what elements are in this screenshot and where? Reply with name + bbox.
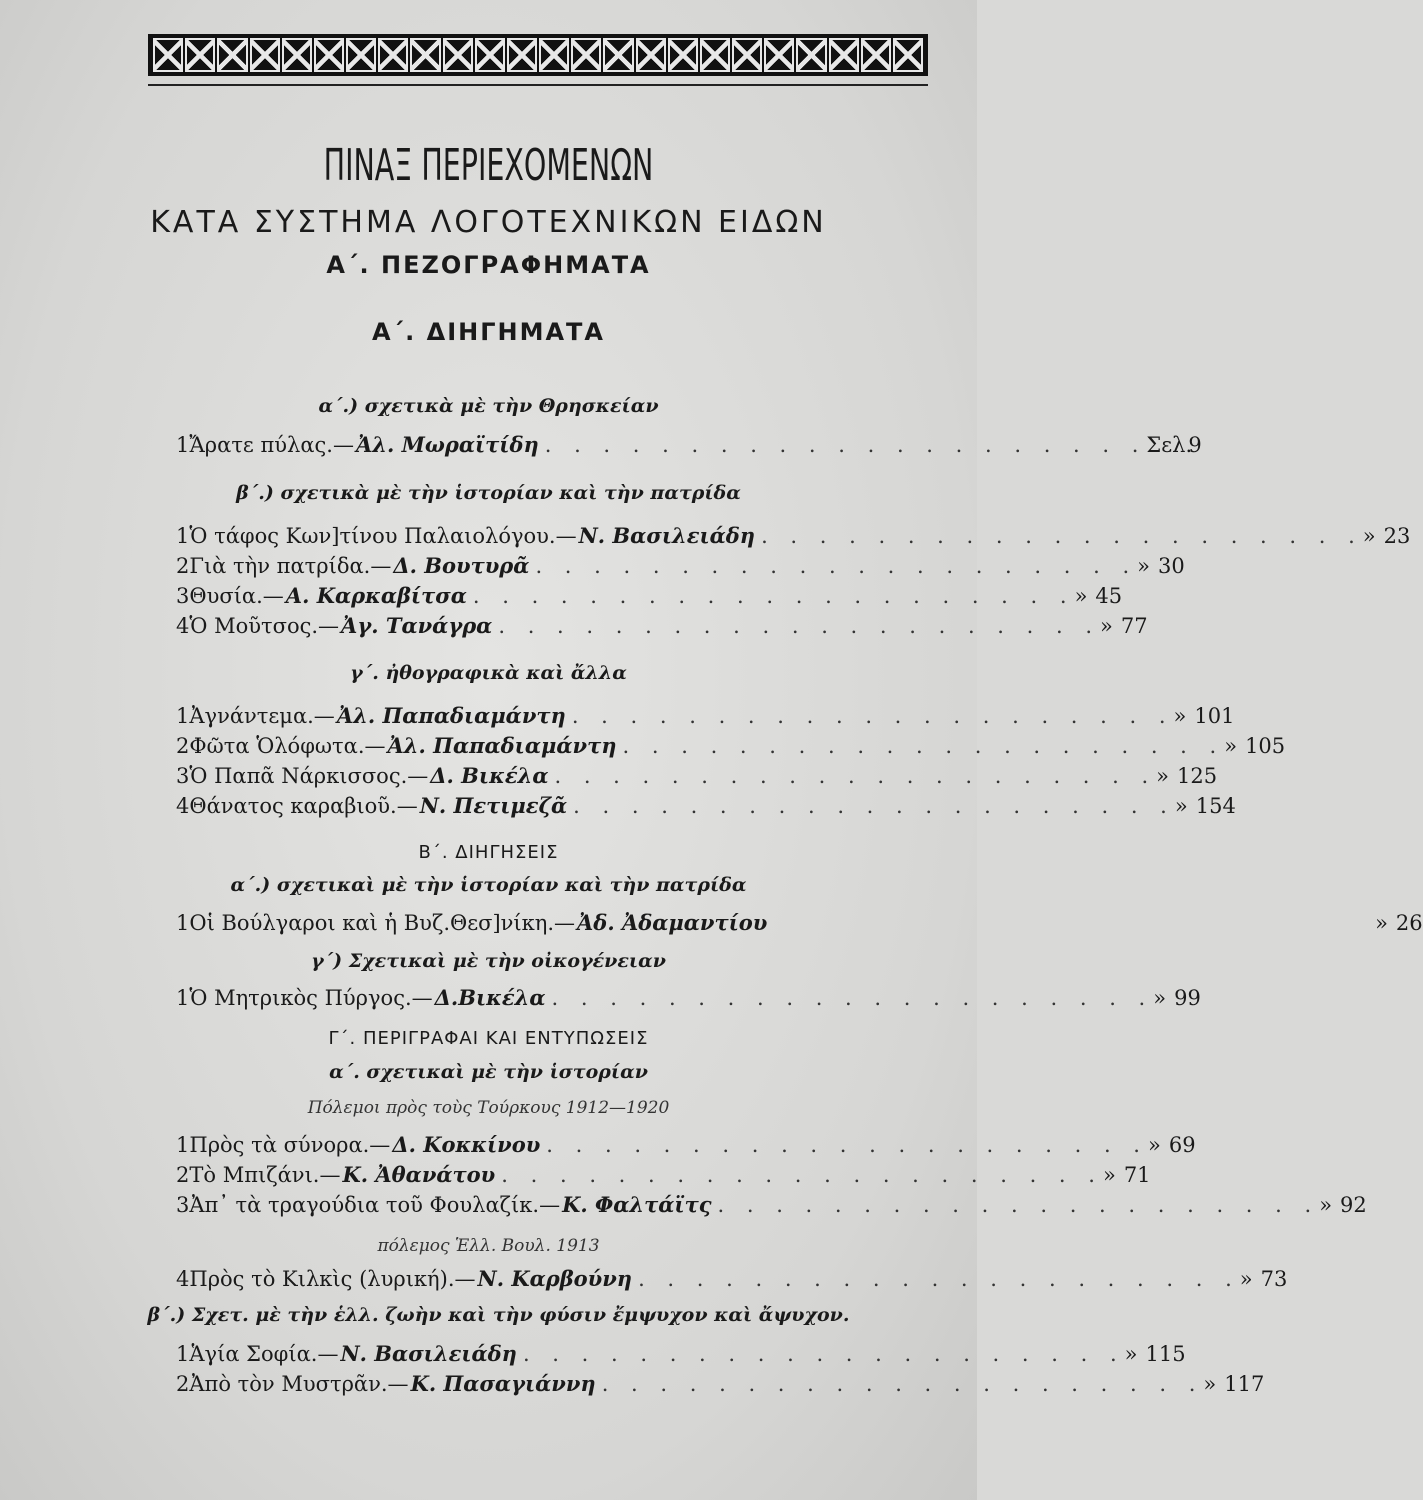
ornament-cell (732, 38, 762, 72)
entry-number: 4 (176, 794, 190, 818)
ornament-cell (893, 38, 923, 72)
entry-title: Ὁ Μοῦτσος.— (189, 614, 340, 638)
group-heading: α΄.) σχετικαὶ μὲ τὴν ἱστορίαν καὶ τὴν πατρίδα (230, 874, 747, 896)
entry-author: Δ. Κοκκίνου (392, 1132, 541, 1157)
ornament-cell (861, 38, 891, 72)
entry-ref: » (1173, 704, 1187, 728)
entry-page: 105 (1245, 734, 1286, 758)
entry-page: 154 (1195, 794, 1236, 818)
entry-author: Δ.Βικέλα (434, 985, 546, 1010)
header-rule (148, 84, 928, 86)
leader-dots: . . . . . . . . . . . . . . . . . . . . . (571, 704, 1174, 728)
entry-number: 2 (176, 554, 190, 578)
entry-number: 2 (176, 734, 190, 758)
entry-title: Τὸ Μπιζάνι.— (189, 1163, 341, 1187)
entry-page: 101 (1194, 704, 1235, 728)
leader-dots: . . . . . . . . . . . . . . . . . . . . . (501, 1163, 1103, 1187)
toc-entry[interactable] (176, 1162, 1151, 1192)
entry-number: 3 (176, 584, 190, 608)
entry-page: 92 (1340, 1193, 1367, 1217)
entry-ref: » (1100, 614, 1113, 638)
entry-author: Ἀλ. Παπαδιαμάντη (336, 703, 566, 728)
entry-author: Ἀγ. Τανάγρα (341, 613, 493, 638)
entry-title: Θυσία.— (189, 584, 284, 608)
entry-title: Θάνατος καραβιοῦ.— (189, 794, 418, 818)
part-heading: Α΄. ΠΕΖΟΓΡΑΦΗΜΑΤΑ (326, 251, 651, 279)
toc-entry[interactable] (176, 910, 1423, 940)
leader-dots: . . . . . . . . . . . . . . . . . . . . . (535, 554, 1138, 578)
leader-dots: . . . . . . . . . . . . . . . . . . . . . (544, 433, 1147, 457)
entry-title: Οἱ Βούλγαροι καὶ ἡ Βυζ.Θεσ]νίκη.— (189, 911, 576, 935)
leader-dots: . . . . . . . . . . . . . . . . . . . . . (522, 1342, 1125, 1366)
entry-title: Γιὰ τὴν πατρίδα.— (189, 554, 392, 578)
decorative-border-band (148, 34, 928, 76)
entry-ref: » (1147, 1133, 1161, 1157)
group-heading: γ΄. ἠθογραφικὰ καὶ ἄλλα (350, 662, 627, 684)
entry-page: 73 (1260, 1267, 1288, 1291)
toc-entry[interactable] (176, 733, 1286, 763)
ornament-cell (346, 38, 376, 72)
leader-dots: . . . . . . . . . . . . . . . . . . . . . (472, 584, 1075, 608)
entry-number: 4 (176, 614, 190, 638)
leader-dots: . . . . . . . . . . . . . . . . . . . . . (717, 1193, 1320, 1217)
toc-entry[interactable] (176, 763, 1218, 793)
toc-entry[interactable] (176, 613, 1148, 643)
entry-page: 45 (1095, 584, 1123, 608)
ornament-cell (250, 38, 280, 72)
toc-entry[interactable] (176, 1266, 1288, 1296)
entry-number: 3 (176, 764, 190, 788)
leader-dots: . . . . . . . . . . . . . . . . . . . . . (554, 764, 1157, 788)
entry-title: Πρὸς τὰ σύνορα.— (189, 1133, 391, 1157)
entry-author: Ν. Βασιλειάδη (578, 523, 756, 548)
entry-title: Ἀπ᾿ τὰ τραγούδια τοῦ Φουλαζίκ.— (189, 1193, 561, 1217)
ornament-cell (636, 38, 666, 72)
entry-author: Ἀλ. Παπαδιαμάντη (387, 733, 617, 758)
entry-title: Ἁγία Σοφία.— (189, 1342, 339, 1366)
toc-entry[interactable] (176, 1371, 1265, 1401)
entry-author: Ν. Καρβούνη (477, 1266, 633, 1291)
entry-author: Ἀλ. Μωραϊτίδη (355, 432, 539, 457)
entry-page: 77 (1120, 614, 1148, 638)
entry-ref: » (1319, 1193, 1333, 1217)
entry-number: 4 (176, 1267, 190, 1291)
entry-number: 1 (176, 1342, 190, 1366)
ornament-cell (829, 38, 859, 72)
page-title: ΠΙΝΑΞ ΠΕΡΙΕΧΟΜΕΝΩΝ (323, 140, 654, 191)
entry-ref: » (1362, 524, 1376, 548)
leader-dots: . . . . . . . . . . . . . . . . . . . . . (601, 1372, 1204, 1396)
entry-number: 1 (176, 433, 190, 457)
entry-ref: » (1124, 1342, 1138, 1366)
entry-number: 1 (176, 1133, 190, 1157)
entry-page: 125 (1177, 764, 1218, 788)
group-heading: α΄. σχετικαὶ μὲ τὴν ἱστορίαν (329, 1061, 648, 1083)
entry-title: Πρὸς τὸ Κιλκὶς (λυρική).— (189, 1267, 476, 1291)
entry-title: Ἀγνάντεμα.— (189, 704, 335, 728)
section-heading: Α΄. ΔΙΗΓΗΜΑΤΑ (371, 318, 605, 346)
entry-ref: » (1375, 911, 1388, 935)
ornament-cell (443, 38, 473, 72)
entry-title: Ὁ Μητρικὸς Πύργος.— (189, 986, 433, 1010)
section-heading: Γ΄. ΠΕΡΙΓΡΑΦΑΙ ΚΑΙ ΕΝΤΥΠΩΣΕΙΣ (328, 1028, 649, 1049)
toc-entry[interactable] (176, 793, 1236, 823)
group-note: Πόλεμοι πρὸς τοὺς Τούρκους 1912—1920 (307, 1098, 670, 1118)
entry-number: 1 (176, 524, 190, 548)
toc-entry[interactable] (176, 523, 1411, 553)
leader-dots: . . . . . . . . . . . . . . . . . . . . . (573, 794, 1175, 818)
entry-author: Κ. Ἀθανάτου (342, 1162, 496, 1187)
ornament-cell (796, 38, 826, 72)
ornament-cell (410, 38, 440, 72)
entry-number: 2 (176, 1372, 190, 1396)
ornament-cell (475, 38, 505, 72)
entry-author: Α. Καρκαβίτσα (285, 583, 467, 608)
leader-dots: . . . . . . . . . . . . . . . . . . . . . (622, 734, 1225, 758)
entry-author: Δ. Βικέλα (430, 763, 549, 788)
entry-ref: » (1239, 1267, 1253, 1291)
ornament-cell (282, 38, 312, 72)
ornament-cell (314, 38, 344, 72)
leader-dots: . . . . . . . . . . . . . . . . . . . . . (638, 1267, 1240, 1291)
group-heading: γ΄) Σχετικαὶ μὲ τὴν οἰκογένειαν (311, 950, 666, 972)
ornament-cell (571, 38, 601, 72)
group-heading: β΄.) Σχετ. μὲ τὴν ἑλλ. ζωὴν καὶ τὴν φύσιν ἔμψυχον καὶ ἄψυχον. (147, 1304, 850, 1326)
section-heading: Β΄. ΔΙΗΓΗΣΕΙΣ (418, 842, 559, 863)
toc-entry[interactable] (176, 553, 1185, 583)
entry-page: 23 (1383, 524, 1411, 548)
entry-page: 30 (1157, 554, 1185, 578)
entry-number: 1 (176, 986, 190, 1010)
entry-ref: » (1153, 986, 1167, 1010)
entry-number: 2 (176, 1163, 190, 1187)
ornament-cell (153, 38, 183, 72)
entry-page: 9 (1188, 433, 1202, 457)
entry-title: Φῶτα Ὁλόφωτα.— (189, 734, 386, 758)
toc-entry[interactable] (176, 703, 1235, 733)
entry-author: Δ. Βουτυρᾶ (393, 553, 530, 578)
entry-title: Ἄρατε πύλας.— (189, 433, 354, 457)
leader-dots: . . . . . . . . . . . . . . . . . . . . . (761, 524, 1363, 548)
leader-dots: . . . . . . . . . . . . . . . . . . . . . (498, 614, 1101, 638)
entry-author: Ἀδ. Ἀδαμαντίου (577, 910, 768, 935)
toc-entry[interactable] (176, 432, 1202, 462)
leader-dots: . . . . . . . . . . . . . . . . . . . . . (546, 1133, 1148, 1157)
ornament-cell (603, 38, 633, 72)
toc-entry[interactable] (176, 1132, 1196, 1162)
entry-title: Ὁ Παπᾶ Νάρκισσος.— (189, 764, 429, 788)
entry-author: Ν. Βασιλειάδη (340, 1341, 517, 1366)
ornament-cell (507, 38, 537, 72)
group-heading: α΄.) σχετικὰ μὲ τὴν Θρησκείαν (318, 395, 659, 417)
entry-page: 99 (1174, 986, 1201, 1010)
toc-entry[interactable] (176, 985, 1201, 1015)
ornament-cell (668, 38, 698, 72)
entry-page: 115 (1145, 1342, 1186, 1366)
ornament-cell (378, 38, 408, 72)
group-note: πόλεμος Ἑλλ. Βουλ. 1913 (377, 1236, 600, 1256)
leader-dots: . . . . . . . . . . . . . . . . . . . . . (551, 986, 1154, 1010)
entry-number: 1 (176, 704, 190, 728)
entry-number: 3 (176, 1193, 190, 1217)
entry-ref: » (1224, 734, 1238, 758)
ornament-cell (764, 38, 794, 72)
entry-ref: » (1102, 1163, 1116, 1187)
entry-title: Ἀπὸ τὸν Μυστρᾶν.— (189, 1372, 409, 1396)
page-subtitle: ΚΑΤΑ ΣΥΣΤΗΜΑ ΛΟΓΟΤΕΧΝΙΚΩΝ ΕΙΔΩΝ (150, 205, 827, 240)
entry-page: 26 (1395, 911, 1423, 935)
entry-ref: » (1074, 584, 1088, 608)
entry-ref: » (1174, 794, 1188, 818)
entry-title: Ὁ τάφος Κων]τίνου Παλαιολόγου.— (189, 524, 577, 548)
entry-ref: » (1137, 554, 1150, 578)
ornament-cell (700, 38, 730, 72)
entry-author: Ν. Πετιμεζᾶ (419, 793, 568, 818)
entry-page: 71 (1123, 1163, 1151, 1187)
entry-page: 69 (1168, 1133, 1196, 1157)
toc-entry[interactable] (176, 1341, 1186, 1371)
toc-entry[interactable] (176, 583, 1123, 613)
entry-ref: » (1203, 1372, 1217, 1396)
entry-author: Κ. Πασαγιάννη (410, 1371, 596, 1396)
ornament-cell (539, 38, 569, 72)
ornament-cell (217, 38, 247, 72)
entry-page: 117 (1224, 1372, 1265, 1396)
entry-author: Κ. Φαλτάϊτς (562, 1192, 712, 1217)
group-heading: β΄.) σχετικὰ μὲ τὴν ἱστορίαν καὶ τὴν πατρίδα (236, 482, 741, 504)
toc-entry[interactable] (176, 1192, 1367, 1222)
entry-ref: Σελ. (1146, 433, 1193, 457)
entry-number: 1 (176, 911, 190, 935)
entry-ref: » (1156, 764, 1170, 788)
ornament-cell (185, 38, 215, 72)
